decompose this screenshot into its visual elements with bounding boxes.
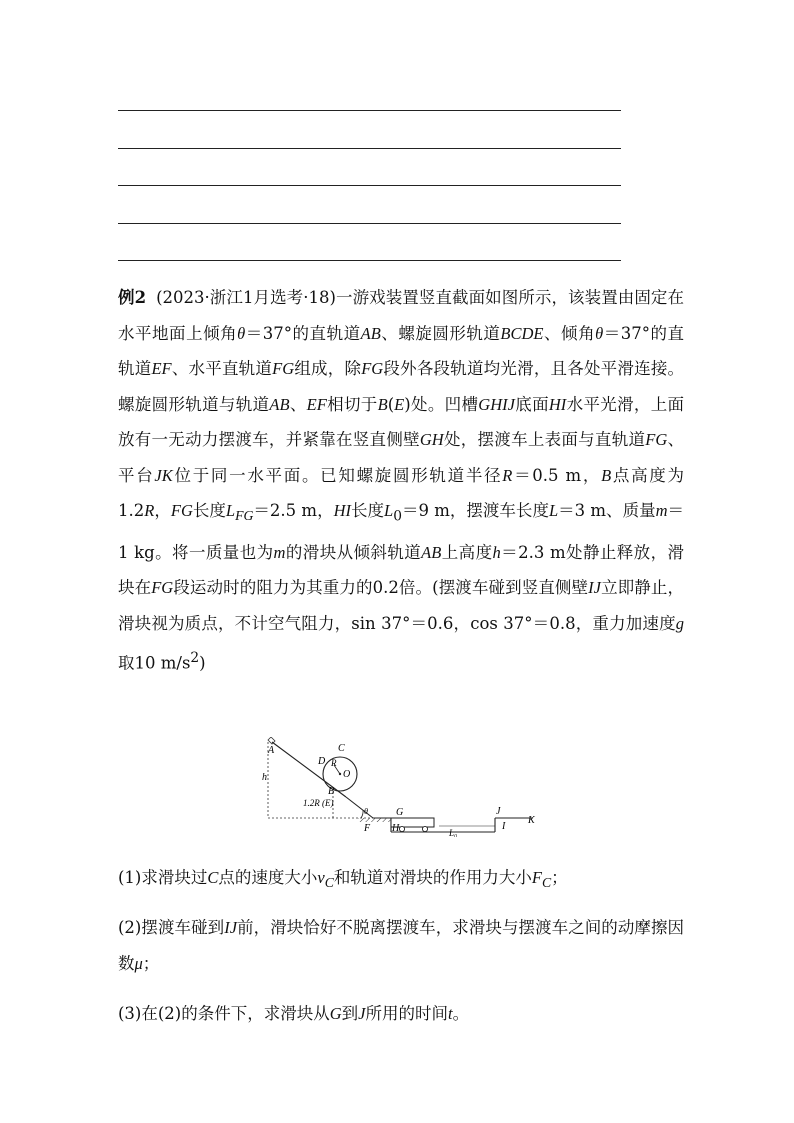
- problem-text: 取10 m/s: [118, 653, 191, 673]
- var-e: E: [394, 394, 405, 414]
- question-text: ；: [142, 953, 160, 973]
- problem-text: 组成，除: [294, 359, 362, 378]
- problem-text: 、螺旋圆形轨道: [380, 323, 501, 343]
- problem-text: 处，摆渡车上表面与直轨道: [443, 430, 646, 449]
- problem-text: 立即静止，滑块视为质点，不计空气阻力，sin 37°＝0.6，cos 37°＝0.8，重力加速度: [118, 578, 685, 633]
- track-ab: [272, 742, 346, 797]
- var-subscript: 0: [393, 508, 402, 525]
- var-l: L: [548, 501, 559, 520]
- var-hi: HI: [548, 394, 567, 414]
- label-b: B: [328, 786, 335, 797]
- label-o: O: [343, 769, 351, 780]
- var-fg: FG: [361, 359, 384, 378]
- problem-text: 一游戏装置竖直截面如图所示，该装置由固定在水平地面上倾角: [118, 288, 684, 343]
- var-subscript: C: [541, 875, 552, 891]
- label-l0: L₀: [449, 828, 458, 837]
- problem-text: 、: [289, 394, 307, 414]
- answer-line[interactable]: [118, 110, 621, 111]
- var-b: B: [601, 465, 612, 485]
- var-v: v: [317, 868, 325, 887]
- question-text: 前，滑块恰好不脱离摆渡车，求滑块与摆渡车之间的动摩擦因数: [118, 918, 685, 973]
- problem-text: ＝2.5 m，: [253, 501, 334, 520]
- var-ij: IJ: [588, 578, 601, 598]
- var-theta: θ: [595, 323, 604, 343]
- var-fg: FG: [151, 578, 174, 598]
- var-c: C: [207, 868, 219, 887]
- answer-line[interactable]: [118, 185, 621, 186]
- label-k: K: [528, 815, 535, 826]
- var-r: R: [502, 465, 513, 485]
- label-i: I: [502, 821, 506, 832]
- apparatus-diagram: [258, 737, 543, 837]
- var-ef: EF: [306, 394, 327, 414]
- var-subscript: FG: [235, 508, 254, 524]
- var-jk: JK: [154, 465, 173, 485]
- var-theta: θ: [237, 323, 246, 343]
- answer-line[interactable]: [118, 223, 621, 224]
- label-g: G: [396, 807, 404, 818]
- var-fg: FG: [170, 501, 193, 520]
- problem-text: 的滑块从倾斜轨道: [285, 542, 422, 562]
- problem-text: 段外各段轨道均光滑，且各处平滑连接。螺旋圆形轨道与轨道: [118, 359, 685, 414]
- question-number: (3): [118, 1004, 142, 1023]
- question-text: 。: [452, 1004, 470, 1023]
- problem-text: ＝3 m、质量: [558, 501, 656, 520]
- var-g-point: G: [329, 1004, 342, 1023]
- problem-text: 段运动时的阻力为其重力的0.2倍。(摆渡车碰到竖直侧壁: [173, 578, 589, 598]
- label-j: J: [496, 806, 501, 817]
- question-number: (1): [118, 868, 142, 887]
- var-ef: EF: [151, 359, 172, 378]
- var-ghij: GHIJ: [478, 394, 515, 414]
- superscript: 2: [190, 650, 200, 667]
- var-ij: IJ: [224, 918, 238, 937]
- problem-text: 水平光滑，上面放有一无动力摆渡车，并紧靠在竖直侧壁: [118, 394, 685, 449]
- var-r: R: [144, 501, 155, 520]
- var-mu: μ: [134, 953, 143, 973]
- loop-center: [339, 773, 341, 775]
- label-e-height: 1.2R (E): [303, 798, 334, 808]
- var-fg: FG: [272, 359, 295, 378]
- var-t: t: [448, 1004, 453, 1023]
- question-3: [118, 996, 684, 1032]
- problem-text: ＝1 kg。将一质量也为: [118, 501, 685, 562]
- var-gh: GH: [419, 430, 444, 449]
- question-text: ；: [551, 868, 568, 887]
- problem-text: ): [199, 653, 206, 673]
- var-hi: HI: [333, 501, 352, 520]
- question-number: (2): [118, 918, 142, 937]
- track-ef: [346, 797, 373, 818]
- var-m: m: [655, 501, 668, 520]
- problem-text: 、平台: [118, 430, 685, 485]
- answer-line[interactable]: [118, 260, 621, 261]
- question-text: 点的速度大小: [218, 868, 318, 887]
- label-a: A: [268, 745, 275, 756]
- label-r: R: [331, 758, 337, 768]
- label-d: D: [318, 756, 326, 767]
- problem-text: ＝37°的直轨道: [245, 323, 361, 343]
- var-ab: AB: [269, 394, 290, 414]
- var-b: B: [377, 394, 388, 414]
- var-bcde: BCDE: [500, 323, 544, 343]
- var-subscript: C: [324, 875, 334, 891]
- problem-text: 上高度: [441, 542, 493, 562]
- label-theta: θ: [364, 807, 368, 816]
- problem-text: 长度: [351, 501, 385, 520]
- question-text: 摆渡车碰到: [141, 918, 225, 937]
- question-1: [118, 860, 684, 902]
- problem-text: 位于同一水平面。已知螺旋圆形轨道半径: [172, 465, 503, 485]
- var-l: L: [384, 501, 394, 520]
- var-f: F: [531, 868, 542, 887]
- question-2: [118, 910, 684, 981]
- problem-text: 、水平直轨道: [171, 359, 273, 378]
- problem-text: ，: [154, 501, 171, 520]
- problem-text: (: [387, 394, 395, 414]
- answer-line[interactable]: [118, 148, 621, 149]
- question-text: 所用的时间: [365, 1004, 448, 1023]
- var-ab: AB: [360, 323, 381, 343]
- example-tag: 例2: [118, 288, 147, 307]
- problem-text: )处。凹槽: [404, 394, 479, 414]
- question-text: 到: [341, 1004, 359, 1023]
- problem-text: ＝37°的直轨道: [118, 323, 685, 378]
- question-text: 求滑块过: [141, 868, 208, 887]
- var-g: g: [675, 613, 684, 633]
- var-j-point: J: [358, 1004, 366, 1023]
- label-c: C: [338, 743, 345, 754]
- var-l: L: [225, 501, 236, 520]
- problem-statement: [118, 280, 684, 681]
- ground-hatch: [358, 818, 391, 822]
- answer-lines: [118, 110, 621, 298]
- problem-text: ＝9 m，摆渡车长度: [401, 501, 549, 520]
- problem-text: 点高度为1.2: [118, 465, 684, 520]
- problem-source: (2023·浙江1月选考·18): [156, 288, 336, 307]
- label-h: h: [262, 772, 267, 783]
- var-m: m: [273, 542, 286, 562]
- problem-text: ＝2.3 m处静止释放，滑块在: [118, 542, 685, 598]
- question-text: 和轨道对滑块的作用力大小: [333, 868, 532, 887]
- problem-text: 、倾角: [543, 323, 596, 343]
- cart-wheel: [399, 826, 404, 831]
- var-ab: AB: [421, 542, 442, 562]
- label-f: F: [364, 823, 371, 834]
- problem-text: 长度: [192, 501, 226, 520]
- var-h: h: [492, 542, 501, 562]
- problem-text: ＝0.5 m，: [512, 465, 602, 485]
- label-h-point: H: [392, 823, 400, 834]
- var-fg: FG: [645, 430, 668, 449]
- problem-text: 底面: [514, 394, 549, 414]
- question-text: 在(2)的条件下，求滑块从: [141, 1004, 330, 1023]
- problem-text: 相切于: [326, 394, 378, 414]
- theta-arc: [361, 810, 363, 818]
- cart-wheel: [422, 826, 427, 831]
